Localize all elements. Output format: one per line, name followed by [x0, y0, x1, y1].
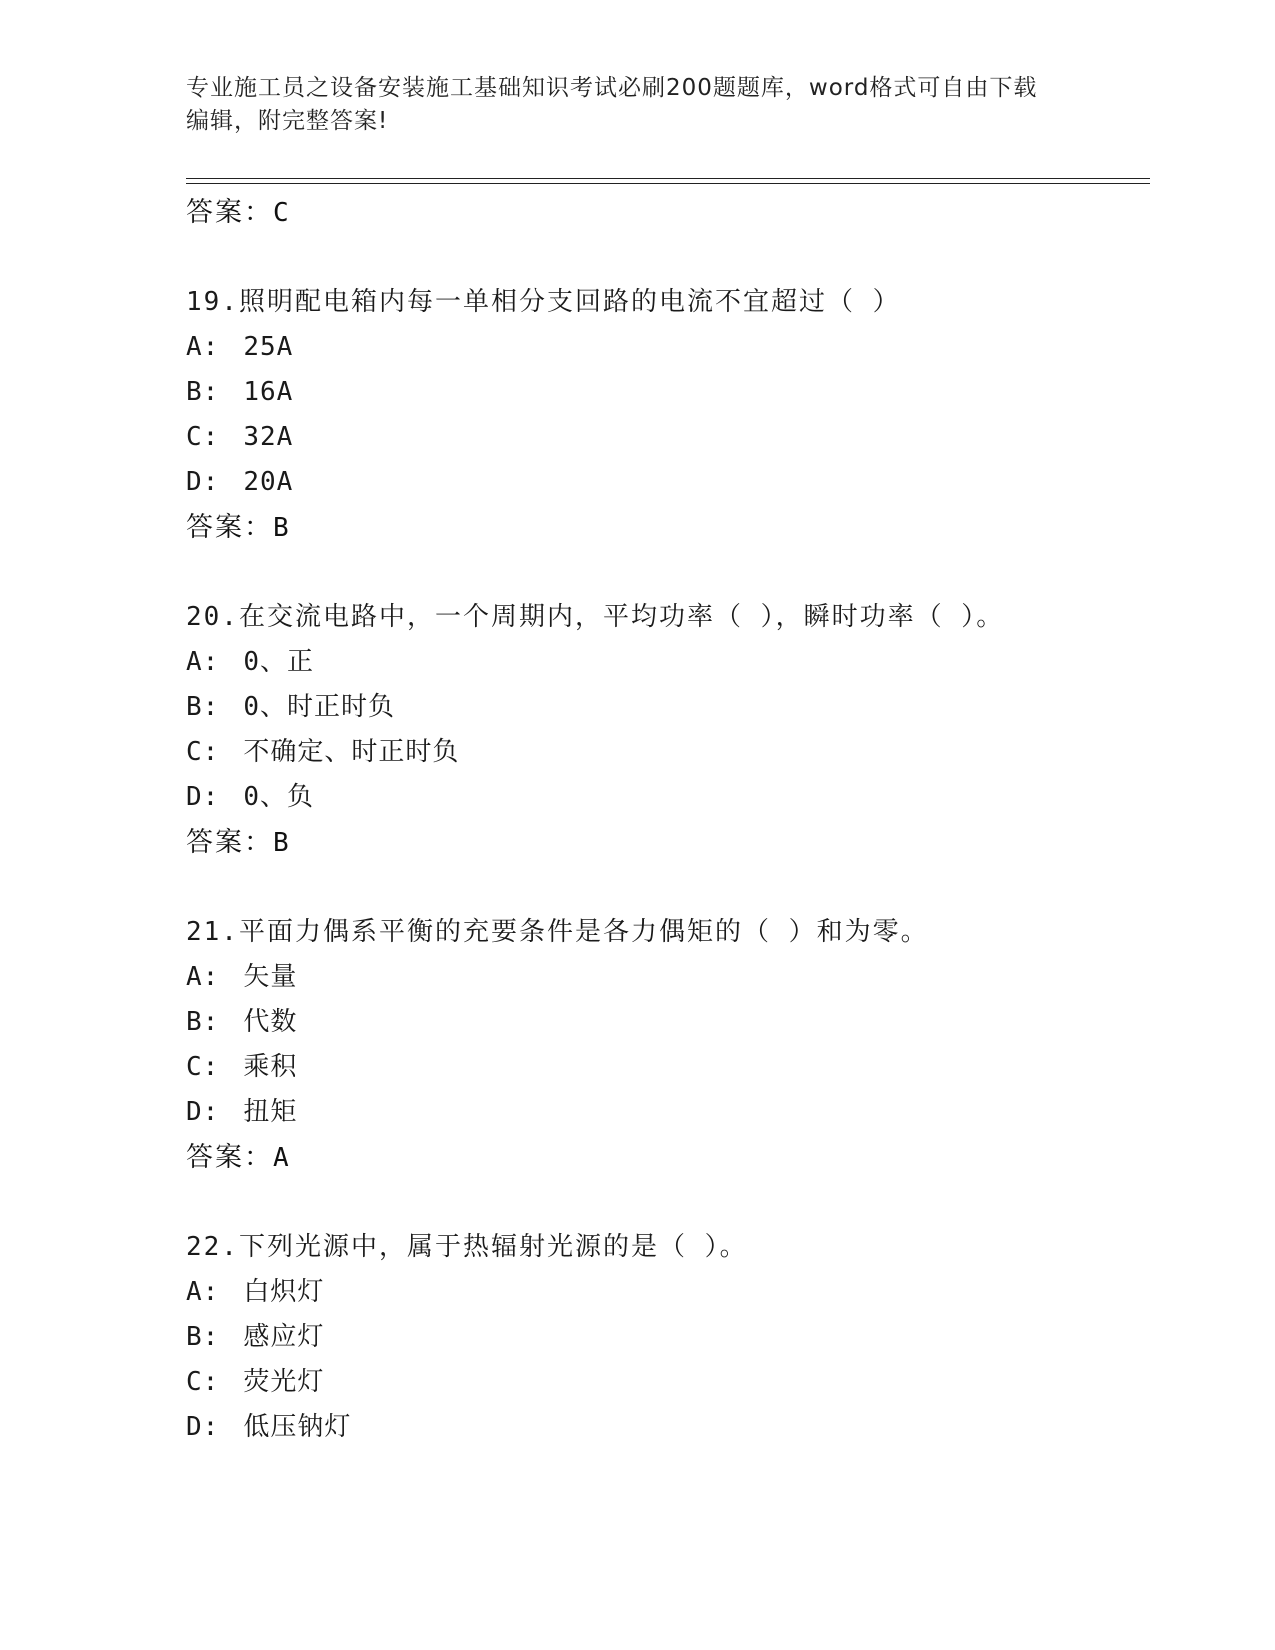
- option-c: [186, 1360, 1150, 1405]
- option-key: A:: [186, 962, 220, 992]
- answer-label: 答案：: [186, 827, 273, 858]
- header-divider-top: [186, 178, 1150, 179]
- answer-label: 答案：: [186, 1142, 273, 1173]
- answer-line: [186, 820, 1150, 865]
- option-text: 20A: [243, 467, 294, 497]
- option-a: [186, 640, 1150, 685]
- answer-value: C: [273, 198, 289, 228]
- option-key: C:: [186, 1052, 220, 1082]
- question-text: 19.照明配电箱内每一单相分支回路的电流不宜超过（ ）: [186, 287, 901, 317]
- option-a: [186, 1270, 1150, 1315]
- spacer: [186, 865, 1150, 910]
- header-divider-bottom: [186, 183, 1150, 184]
- option-text: 扭矩: [243, 1097, 298, 1127]
- option-text: 荧光灯: [243, 1367, 325, 1397]
- option-key: B:: [186, 1007, 220, 1037]
- option-text: 32A: [243, 422, 294, 452]
- question-text: 22.下列光源中，属于热辐射光源的是（ ）。: [186, 1232, 748, 1262]
- answer-label: 答案：: [186, 512, 273, 543]
- option-key: C:: [186, 422, 220, 452]
- option-d: [186, 1405, 1150, 1450]
- question-list: [186, 190, 1150, 1450]
- answer-value: A: [273, 1143, 289, 1173]
- document-header: [186, 72, 1086, 138]
- option-text: 白炽灯: [243, 1277, 325, 1307]
- option-b: [186, 685, 1150, 730]
- option-key: D:: [186, 782, 220, 812]
- option-text: 矢量: [243, 962, 298, 992]
- answer-value: B: [273, 513, 289, 543]
- option-d: [186, 1090, 1150, 1135]
- question-text: 20.在交流电路中，一个周期内，平均功率（ ），瞬时功率（ ）。: [186, 602, 1005, 632]
- question-block: [186, 595, 1150, 865]
- option-key: B:: [186, 1322, 220, 1352]
- option-key: B:: [186, 692, 220, 722]
- option-key: B:: [186, 377, 220, 407]
- option-key: A:: [186, 647, 220, 677]
- option-text: 25A: [243, 332, 294, 362]
- question-block: [186, 1225, 1150, 1450]
- option-text: 16A: [243, 377, 294, 407]
- option-d: [186, 460, 1150, 505]
- answer-line: [186, 1135, 1150, 1180]
- option-c: [186, 415, 1150, 460]
- option-text: 0、负: [243, 782, 314, 812]
- option-text: 0、时正时负: [243, 692, 395, 722]
- option-a: [186, 955, 1150, 1000]
- option-text: 乘积: [243, 1052, 298, 1082]
- answer-label: 答案：: [186, 197, 273, 228]
- option-b: [186, 1315, 1150, 1360]
- option-key: D:: [186, 467, 220, 497]
- option-text: 代数: [243, 1007, 298, 1037]
- option-key: A:: [186, 332, 220, 362]
- option-key: C:: [186, 1367, 220, 1397]
- header-line-1: 专业施工员之设备安装施工基础知识考试必刷200题题库，word格式可自由下载: [186, 75, 1038, 101]
- question-block: [186, 280, 1150, 550]
- option-key: C:: [186, 737, 220, 767]
- answer-line: [186, 190, 1150, 235]
- option-text: 低压钠灯: [243, 1412, 352, 1442]
- spacer: [186, 1180, 1150, 1225]
- option-b: [186, 370, 1150, 415]
- option-a: [186, 325, 1150, 370]
- question-text: 21.平面力偶系平衡的充要条件是各力偶矩的（ ）和为零。: [186, 917, 929, 947]
- option-key: D:: [186, 1412, 220, 1442]
- option-text: 0、正: [243, 647, 314, 677]
- answer-line: [186, 505, 1150, 550]
- spacer: [186, 235, 1150, 280]
- option-key: A:: [186, 1277, 220, 1307]
- spacer: [186, 550, 1150, 595]
- question-block: [186, 910, 1150, 1180]
- option-text: 不确定、时正时负: [243, 737, 460, 767]
- option-text: 感应灯: [243, 1322, 325, 1352]
- option-key: D:: [186, 1097, 220, 1127]
- header-line-2: 编辑，附完整答案!: [186, 108, 389, 134]
- option-d: [186, 775, 1150, 820]
- option-b: [186, 1000, 1150, 1045]
- option-c: [186, 730, 1150, 775]
- answer-value: B: [273, 828, 289, 858]
- option-c: [186, 1045, 1150, 1090]
